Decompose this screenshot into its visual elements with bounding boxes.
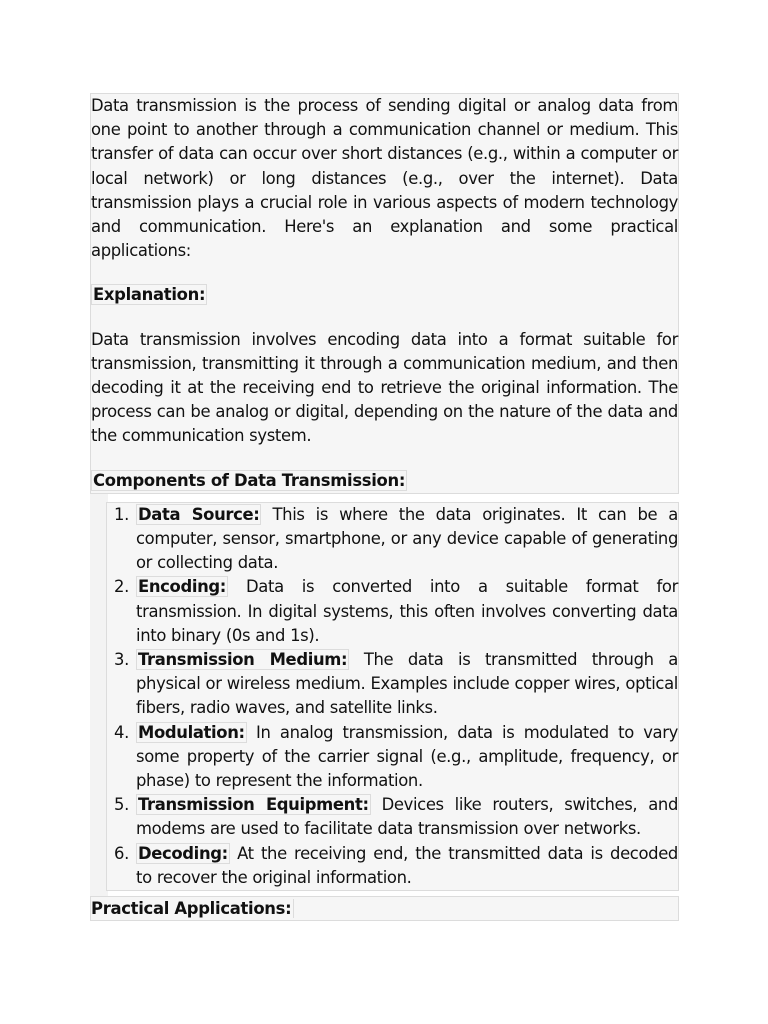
list-item-term: Encoding: (138, 577, 226, 597)
components-heading: Components of Data Transmission: (93, 470, 406, 490)
list-item-number: 6. (114, 843, 129, 863)
list-item-term: Data Source: (138, 504, 260, 524)
list-item (114, 648, 678, 721)
list-item-text: In analog transmission, data is modulated to vary some property of the carrier signal (e.g., amplitude, frequency, or phase) to represent the information. (136, 722, 678, 791)
list-item-text: This is where the data originates. It can be a computer, sensor, smartphone, or any device capable of generating or collecting data. (136, 504, 678, 573)
applications-heading-row (90, 896, 679, 921)
list-item (114, 793, 679, 841)
explanation-heading-row (91, 283, 678, 307)
components-list-block (106, 502, 679, 891)
spacer (91, 308, 678, 328)
list-item-number: 1. (114, 504, 129, 524)
list-item-number: 4. (114, 722, 129, 742)
list-item-number: 5. (114, 795, 129, 815)
document-page (90, 93, 679, 891)
list-item-text: Devices like routers, switches, and modems are used to facilitate data transmission over networks. (136, 795, 679, 839)
list-item-text: Data is converted into a suitable format for transmission. In digital systems, this often involves converting data into binary (0s and 1s). (136, 577, 678, 645)
applications-heading: Practical Applications: (91, 899, 294, 918)
explanation-heading: Explanation: (93, 285, 206, 305)
components-list (107, 503, 678, 890)
list-item-text: The data is transmitted through a physical or wireless medium. Examples include copper wires, optical fibers, radio waves, and satellite links. (136, 650, 678, 718)
spacer (91, 449, 678, 469)
components-heading-row (91, 469, 678, 493)
list-item (114, 503, 678, 576)
list-item-term: Modulation: (138, 722, 245, 742)
list-item-text: At the receiving end, the transmitted data is decoded to recover the original information. (136, 843, 678, 887)
intro-paragraph: Data transmission is the process of sending digital or analog data from one point to another through a communication channel or medium. This transfer of data can occur over short distances (e.g., within a computer or local network) or long distances (e.g., over the internet). Data transmission plays a crucial role in various aspects of modern technology and communication. Here's an explanation and some practical applications: (91, 96, 678, 261)
list-item (114, 575, 678, 648)
list-item-number: 3. (114, 650, 129, 670)
intro-block (90, 93, 679, 494)
explanation-paragraph: Data transmission involves encoding data into a format suitable for transmission, transmitting it through a communication medium, and then decoding it at the receiving end to retrieve the original information. The process can be analog or digital, depending on the nature of the data and the communication system. (91, 329, 678, 446)
list-item-term: Decoding: (138, 843, 228, 863)
spacer (91, 263, 678, 283)
list-item (114, 721, 678, 794)
list-item-term: Transmission Equipment: (138, 795, 369, 815)
list-item-number: 2. (114, 577, 129, 597)
list-item (114, 842, 678, 890)
list-item-term: Transmission Medium: (138, 650, 348, 670)
